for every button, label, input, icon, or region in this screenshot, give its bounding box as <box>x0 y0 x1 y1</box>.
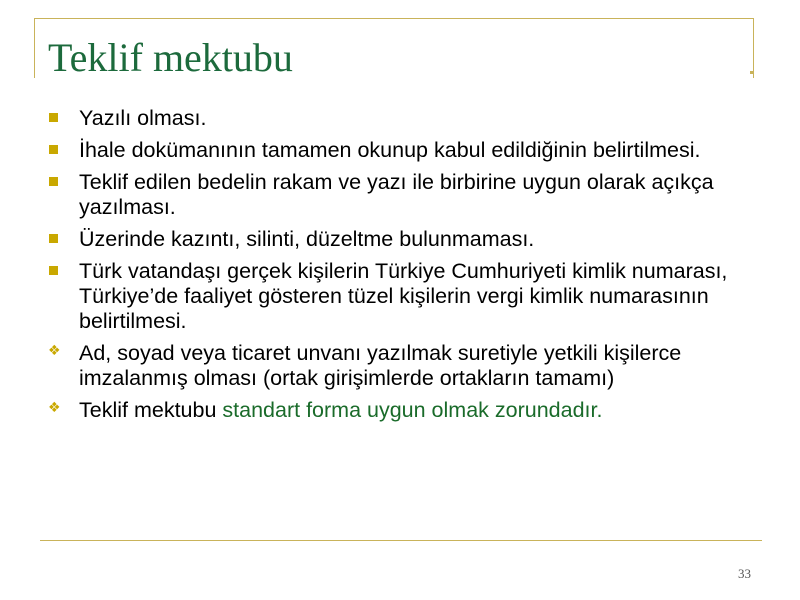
bullet-item <box>48 170 748 220</box>
bullet-text-plain: Teklif mektubu <box>79 398 223 422</box>
square-bullet-icon <box>49 113 58 122</box>
bullet-item <box>48 138 748 163</box>
bullet-text: Yazılı olması. <box>79 106 207 130</box>
bullet-text: Üzerinde kazıntı, silinti, düzeltme bulunmaması. <box>79 227 535 251</box>
bullet-text: Türk vatandaşı gerçek kişilerin Türkiye Cumhuriyeti kimlik numarası, Türkiye’de faaliyet gösteren tüzel kişilerin vergi kimlik numarasının belirtilmesi. <box>79 259 728 333</box>
bottom-divider <box>40 540 762 541</box>
page-number: 33 <box>738 566 751 581</box>
square-bullet-icon <box>49 145 58 154</box>
bullet-text: Ad, soyad veya ticaret unvanı yazılmak suretiyle yetkili kişilerce imzalanmış olması (ortak girişimlerde ortakların tamamı) <box>79 341 682 390</box>
bullet-item <box>48 398 748 423</box>
slide-title: Teklif mektubu <box>48 35 293 80</box>
bullet-item <box>48 227 748 252</box>
top-divider <box>34 18 754 19</box>
square-bullet-icon <box>49 266 58 275</box>
bullet-text: İhale dokümanının tamamen okunup kabul edildiğinin belirtilmesi. <box>79 138 701 162</box>
bullet-item <box>48 106 748 131</box>
left-divider <box>34 18 35 78</box>
bullet-item <box>48 259 748 334</box>
bullet-text: Teklif edilen bedelin rakam ve yazı ile birbirine uygun olarak açıkça yazılması. <box>79 170 714 219</box>
bullet-text-highlight: standart forma uygun olmak zorundadır. <box>222 398 603 422</box>
square-bullet-icon <box>49 177 58 186</box>
title-dot-decoration <box>750 71 753 74</box>
bullet-list <box>48 106 748 430</box>
right-divider <box>753 18 754 78</box>
square-bullet-icon <box>49 234 58 243</box>
diamond-bullet-icon: ❖ <box>48 343 61 359</box>
bullet-item <box>48 341 748 391</box>
diamond-bullet-icon: ❖ <box>48 400 61 416</box>
